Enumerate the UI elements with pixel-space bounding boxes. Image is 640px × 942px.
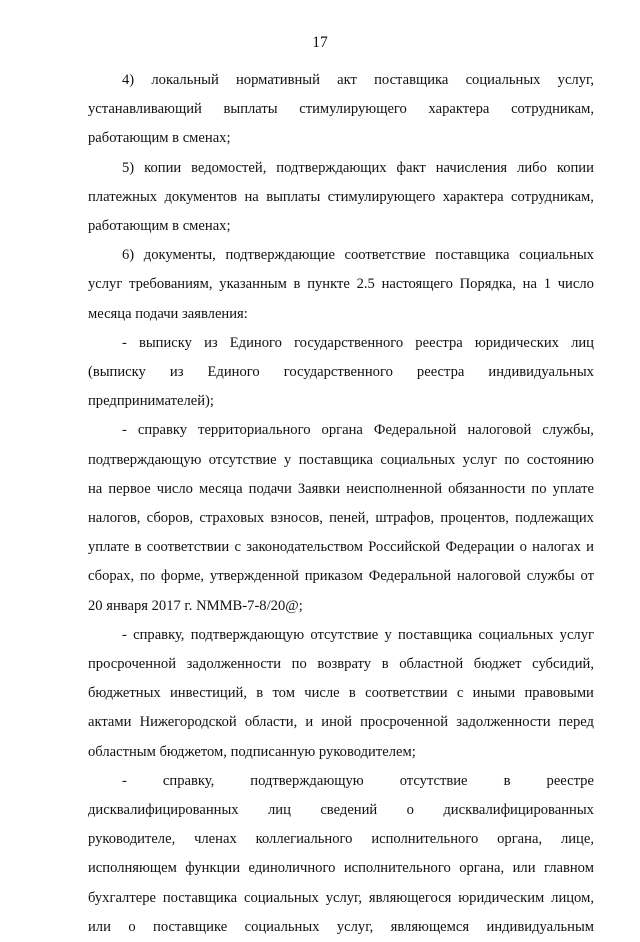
word: стимулирующего [327,188,436,205]
word: услуг [462,451,497,468]
word: социальных [519,247,594,264]
word: налоговой [457,568,521,585]
text-line [88,358,594,387]
word: стимулирующего [299,101,407,118]
text-line: работающим в сменах; [88,130,231,147]
word: органа, [459,860,505,877]
word: справку, [133,626,185,643]
word: из [169,364,184,381]
word: службы, [542,422,594,439]
word: выплаты [223,101,278,118]
word: по [139,568,156,585]
word: поставщика [298,451,373,468]
word: службы [526,568,575,585]
word: 1 [543,276,551,293]
word: Единого [207,364,260,381]
word: бюджет [473,656,522,673]
text-line: работающим в сменах; [88,218,231,235]
word: неисполненной [346,480,443,497]
word: органа [321,422,363,439]
word: коллегиального [255,831,353,848]
text-line [88,679,594,708]
word: факт [396,159,426,176]
paragraph [88,621,594,767]
word: членах [194,831,237,848]
word: социальных [243,889,319,906]
word: иной [321,714,352,731]
text-line [88,825,594,854]
word: месяца [199,480,243,497]
word: в [293,276,301,293]
word: в [381,656,389,673]
word: исполнительного [371,831,479,848]
paragraph [88,416,594,620]
word: в [348,685,356,702]
word: Российской [368,539,441,556]
word: по [504,451,520,468]
word: лицом, [551,889,594,906]
word: 6) [122,247,135,264]
word: характера [442,188,504,205]
word: в [503,772,511,789]
text-line [88,504,594,533]
word: справку [137,422,188,439]
word: правовыми [524,685,594,702]
word: о [128,918,136,935]
word: задолженности [186,656,282,673]
word: сотрудникам, [511,188,594,205]
word: либо [517,159,547,176]
word: задолженности [456,714,551,731]
word: поставщике [153,918,228,935]
word: документов [164,188,238,205]
word: реестра [416,364,465,381]
word: на [244,188,259,205]
word: - [122,422,127,439]
word: начисления [435,159,508,176]
word: подтверждающих [276,159,387,176]
word: Порядка, [459,276,516,293]
word: справку, [162,772,215,789]
word: сведений [320,802,378,819]
word: по [291,656,307,673]
word: налогах [532,539,581,556]
word: социальных [478,626,554,643]
word: сотрудникам, [511,101,594,118]
word: области, [244,714,298,731]
word: с [234,539,241,556]
word: услуг [559,626,594,643]
word: уплате [552,480,594,497]
text-line [88,475,594,504]
word: устанавливающий [88,101,202,118]
word: просроченной [360,714,449,731]
word: или [88,918,111,935]
word: территориального [198,422,311,439]
word: - [122,334,127,351]
word: том [272,685,295,702]
word: у [284,451,292,468]
word: отсутствие [310,626,379,643]
word: исполняющем [88,860,177,877]
word: штрафов, [375,510,435,527]
word: взносов, [270,510,323,527]
word: субсидий, [532,656,594,673]
word: 4) [122,72,135,88]
word: уплате [88,539,130,556]
word: подтверждающую [190,626,305,643]
word: сборах, [88,568,135,585]
text-line [88,446,594,475]
text-line: месяца подачи заявления: [88,305,248,322]
word: органа, [497,831,543,848]
word: иными [472,685,516,702]
word: областной [399,656,464,673]
word: функции [185,860,241,877]
word: социальных [465,72,541,88]
text-line [88,416,594,445]
word: инвестиций, [169,685,247,702]
word: о [519,539,527,556]
word: реестра [415,334,463,351]
text-line [88,650,594,679]
word: страховых [199,510,265,527]
word: услуг, [557,72,594,88]
text-line [88,708,594,737]
word: индивидуальных [488,364,594,381]
word: исполнительного [343,860,451,877]
word: поставщика [374,72,449,88]
word: числе [304,685,340,702]
word: в [134,539,142,556]
text-line [88,767,594,796]
word: руководителе, [88,831,176,848]
word: возврату [317,656,372,673]
word: индивидуальным [486,918,594,935]
word: характера [428,101,490,118]
word: с [456,685,464,702]
text-line: 20 января 2017 г. NММВ-7-8/20@; [88,597,303,614]
word: государственного [283,364,393,381]
text-line [88,621,594,650]
word: лиц [268,802,291,819]
word: в [256,685,264,702]
word: услуг, [336,918,374,935]
text-line [88,329,594,358]
text-line [88,183,594,212]
word: обязанности [448,480,526,497]
word: Единого [229,334,282,351]
text-line: предпринимателей); [88,393,214,410]
word: - [122,772,127,789]
word: юридических [474,334,559,351]
word: поставщика [398,626,473,643]
word: процентов, [440,510,509,527]
word: являющегося [368,889,452,906]
text-line [88,884,594,913]
paragraph [88,329,594,417]
word: от [580,568,594,585]
word: отсутствие [399,772,468,789]
word: выписку [138,334,192,351]
word: (выписку [88,364,146,381]
word: соответствие [344,247,426,264]
word: налогов, [88,510,141,527]
word: приказом [304,568,363,585]
word: поставщика [435,247,510,264]
word: Федеральной [373,422,457,439]
word: и [305,714,314,731]
word: настоящего [381,276,453,293]
word: - [122,626,127,643]
word: пункте [307,276,350,293]
word: юридическим [458,889,545,906]
word: платежных [88,188,158,205]
word: по [531,480,547,497]
text-line [88,66,594,95]
word: поставщика [162,889,238,906]
word: у [384,626,392,643]
word: реестре [546,772,594,789]
word: и [586,539,594,556]
word: подлежащих [515,510,594,527]
text-line [88,913,594,942]
word: подтверждающую [88,451,202,468]
word: подтверждающую [250,772,364,789]
word: государственного [294,334,404,351]
word: социальных [244,918,320,935]
word: соответствии [146,539,230,556]
word: являющемся [390,918,470,935]
word: 5) [122,159,135,176]
word: на [88,480,103,497]
text-line [88,854,594,883]
word: соответствии [365,685,448,702]
document-body [88,66,594,942]
word: дисквалифицированных [443,802,594,819]
paragraph [88,154,594,242]
word: на [522,276,537,293]
word: из [204,334,218,351]
word: Федеральной [368,568,452,585]
word: просроченной [88,656,177,673]
word: первое [108,480,151,497]
word: утвержденной [209,568,299,585]
text-line [88,796,594,825]
word: о [406,802,414,819]
word: сборов, [146,510,194,527]
paragraph [88,241,594,329]
text-line [88,533,594,562]
word: социальных [380,451,456,468]
paragraph [88,767,594,942]
word: главном [543,860,594,877]
word: перед [558,714,594,731]
page-number: 17 [312,34,328,51]
word: число [557,276,594,293]
word: законодательством [246,539,364,556]
text-line [88,95,594,124]
word: бюджетных [88,685,161,702]
text-line: областным бюджетом, подписанную руководителем; [88,743,416,760]
word: 2.5 [356,276,375,293]
word: пеней, [329,510,370,527]
word: Федерации [445,539,515,556]
text-line [88,154,594,183]
word: акт [337,72,357,88]
word: услуг [88,276,123,293]
word: указанным [219,276,287,293]
word: налоговой [467,422,532,439]
text-line [88,562,594,591]
word: копии [556,159,594,176]
text-line [88,241,594,270]
word: подтверждающие [225,247,335,264]
paragraph [88,66,594,154]
word: или [512,860,536,877]
word: документы, [143,247,216,264]
word: выплаты [266,188,321,205]
word: услуг, [325,889,363,906]
word: подачи [248,480,292,497]
word: единоличного [248,860,336,877]
word: форме, [160,568,205,585]
word: требованиям, [129,276,213,293]
word: дисквалифицированных [88,802,239,819]
text-line [88,270,594,299]
word: актами [88,714,132,731]
word: бухгалтере [88,889,156,906]
word: Нижегородской [139,714,237,731]
word: число [156,480,193,497]
word: лице, [560,831,594,848]
word: состоянию [526,451,594,468]
word: лиц [571,334,594,351]
word: ведомостей, [191,159,267,176]
word: копии [144,159,182,176]
word: локальный [151,72,219,88]
word: Заявки [297,480,341,497]
word: нормативный [236,72,320,88]
word: отсутствие [208,451,277,468]
